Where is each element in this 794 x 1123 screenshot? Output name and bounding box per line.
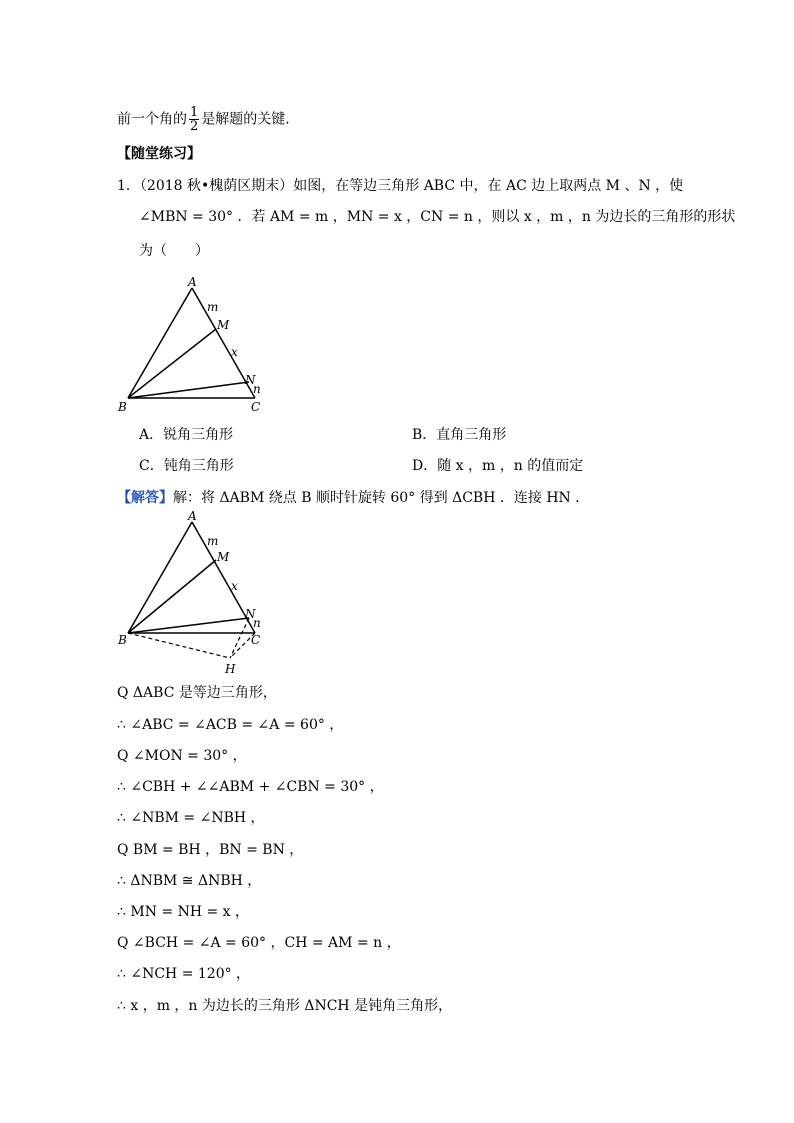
label-n-length: n: [253, 616, 261, 630]
proof-line: ∴ ∠NBM = ∠NBH ，: [117, 810, 265, 826]
proof-line: ∴ x ，m ，n 为边长的三角形 ΔNCH 是钝角三角形，: [117, 998, 453, 1014]
label-n: N: [245, 373, 256, 387]
answer-line: [117, 488, 589, 508]
label-n-length: n: [253, 382, 261, 396]
proof-line: ∴ ∠CBH + ∠∠ABM + ∠CBN = 30° ，: [117, 779, 384, 795]
intro-line: [117, 106, 299, 133]
fraction: [189, 106, 199, 133]
label-b: B: [118, 633, 127, 647]
label-m: M: [217, 550, 230, 564]
label-c: C: [251, 633, 261, 647]
label-b: B: [118, 400, 127, 414]
label-a: A: [188, 275, 197, 289]
proof-line: Q ΔABC 是等边三角形，: [117, 685, 277, 701]
proof-line: Q ∠BCH = ∠A = 60° ，CH = AM = n ，: [117, 935, 401, 951]
figure-1: [112, 272, 282, 417]
figure-2: [112, 508, 282, 680]
side-ab: [128, 522, 192, 633]
answer-tag: 【解答】: [117, 490, 173, 506]
proof-line: ∴ ΔNBM ≅ ΔNBH ，: [117, 873, 262, 889]
segment-bn: [128, 618, 249, 633]
dashed-nh: [230, 618, 249, 658]
label-m: M: [217, 318, 230, 332]
label-x-length: x: [231, 345, 238, 359]
label-m-length: m: [207, 534, 219, 548]
option-d: D．随 x ，m ，n 的值而定: [412, 458, 584, 474]
side-ab: [128, 288, 192, 398]
intro-after: 是解题的关键．: [201, 111, 300, 128]
option-b: B．直角三角形: [412, 427, 507, 443]
proof-line: Q BM = BH ，BN = BN ，: [117, 842, 304, 858]
section-title: 【随堂练习】: [117, 146, 201, 162]
label-h: H: [225, 662, 236, 676]
label-x-length: x: [231, 579, 238, 593]
label-m-length: m: [207, 300, 219, 314]
label-n: N: [245, 607, 256, 621]
intro-before: 前一个角的: [117, 111, 187, 128]
label-a: A: [188, 509, 197, 523]
proof-line: Q ∠MON = 30° ，: [117, 748, 247, 764]
question-line-2: ∠MBN = 30° ．若 AM = m ，MN = x ，CN = n ，则以 x ，m ，n 为边长的三角形的形状: [139, 209, 736, 225]
fraction-numerator: 1: [190, 105, 199, 120]
question-line-3: 为（ ）: [139, 243, 209, 259]
label-c: C: [251, 400, 261, 414]
answer-text: 解：将 ΔABM 绕点 B 顺时针旋转 60° 得到 ΔCBH ．连接 HN ．: [173, 490, 590, 506]
fraction-denominator: 2: [190, 119, 199, 134]
dashed-bh: [128, 633, 230, 658]
option-c: C．钝角三角形: [139, 458, 234, 474]
proof-line: ∴ ∠NCH = 120° ，: [117, 966, 251, 982]
option-a: A．锐角三角形: [139, 427, 234, 443]
segment-bm: [128, 560, 216, 633]
proof-line: ∴ MN = NH = x ，: [117, 904, 250, 920]
question-line-1: 1．（2018 秋•槐荫区期末）如图，在等边三角形 ABC 中，在 AC 边上取两点 M 、N ，使: [117, 178, 684, 194]
proof-line: ∴ ∠ABC = ∠ACB = ∠A = 60° ，: [117, 717, 344, 733]
